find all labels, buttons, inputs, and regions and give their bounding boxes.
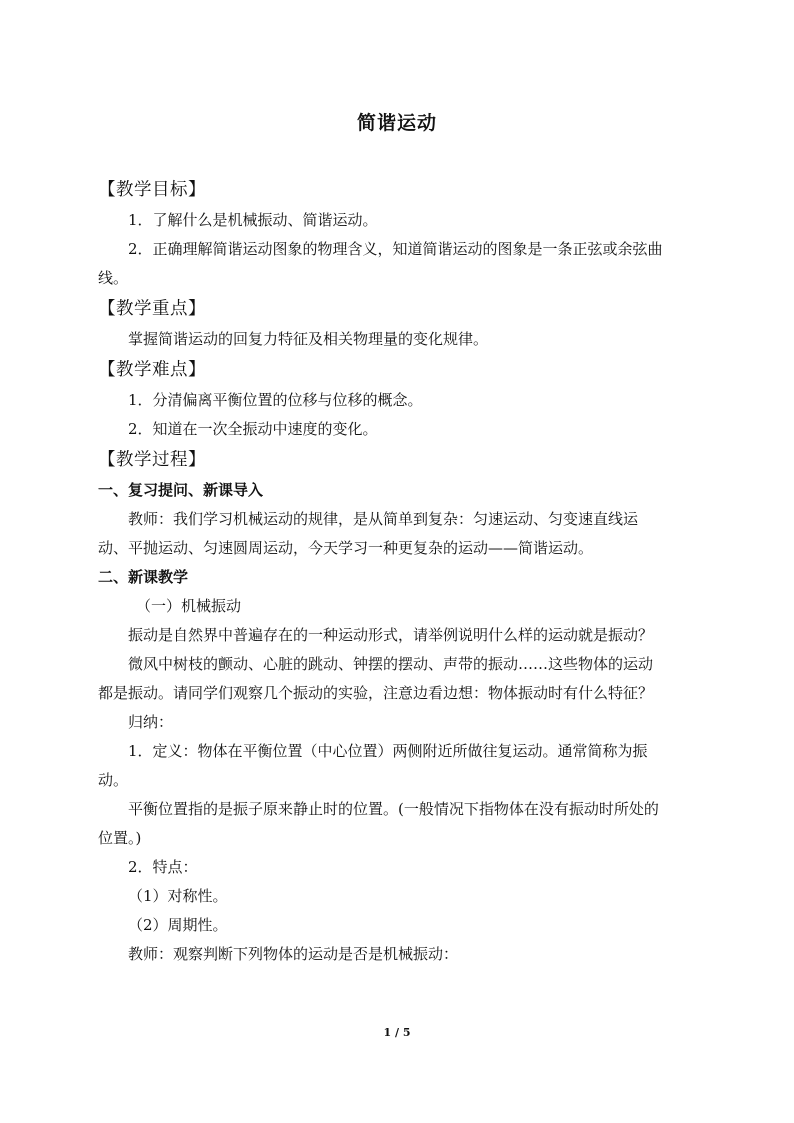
paragraph-line: 1．定义：物体在平衡位置（中心位置）两侧附近所做往复运动。通常简称为振 xyxy=(128,742,648,760)
page-title: 简谐运动 xyxy=(356,112,437,134)
paragraph-line: 位置。) xyxy=(98,829,142,847)
paragraph-line: 动、平抛运动、匀速圆周运动，今天学习一种更复杂的运动——简谐运动。 xyxy=(98,539,594,557)
paragraph-line: 2．知道在一次全振动中速度的变化。 xyxy=(128,420,378,438)
subheading-review: 一、复习提问、新课导入 xyxy=(98,481,264,499)
paragraph-line: 掌握简谐运动的回复力特征及相关物理量的变化规律。 xyxy=(128,330,489,348)
paragraph-line: 动。 xyxy=(98,771,129,789)
paragraph-line: 教师：我们学习机械运动的规律，是从简单到复杂：匀速运动、匀变速直线运 xyxy=(128,510,639,528)
paragraph-line: 都是振动。请同学们观察几个振动的实验，注意边看边想：物体振动时有什么特征？ xyxy=(98,684,654,702)
list-item: （1）对称性。 xyxy=(128,887,228,905)
paragraph-line: 微风中树枝的颤动、心脏的跳动、钟摆的摆动、声带的振动……这些物体的运动 xyxy=(128,655,654,673)
paragraph-line: 1．分清偏离平衡位置的位移与位移的概念。 xyxy=(128,391,423,409)
paragraph-line: 平衡位置指的是振子原来静止时的位置。(一般情况下指物体在没有振动时所处的 xyxy=(128,800,659,818)
section-heading-key-points: 【教学重点】 xyxy=(98,299,206,319)
list-item: （2）周期性。 xyxy=(128,916,228,934)
paragraph-line: 归纳： xyxy=(128,713,174,731)
paragraph-line: 振动是自然界中普遍存在的一种运动形式，请举例说明什么样的运动就是振动？ xyxy=(128,626,654,644)
section-heading-process: 【教学过程】 xyxy=(98,450,206,470)
paragraph-line: 教师：观察判断下列物体的运动是否是机械振动： xyxy=(128,945,459,963)
paragraph-line: 2．特点： xyxy=(128,858,198,876)
paragraph-line: 线。 xyxy=(98,269,129,287)
subsection-mechanical-vibration: （一）机械振动 xyxy=(136,597,242,615)
paragraph-line: 2．正确理解简谐运动图象的物理含义，知道简谐运动的图象是一条正弦或余弦曲 xyxy=(128,240,663,258)
document-body xyxy=(98,174,698,969)
section-heading-difficulties: 【教学难点】 xyxy=(98,360,206,380)
paragraph-line: 1．了解什么是机械振动、简谐运动。 xyxy=(128,211,378,229)
subheading-new-lesson: 二、新课教学 xyxy=(98,568,189,586)
page-number: 1 / 5 xyxy=(383,1026,411,1039)
section-heading-objectives: 【教学目标】 xyxy=(98,180,206,200)
